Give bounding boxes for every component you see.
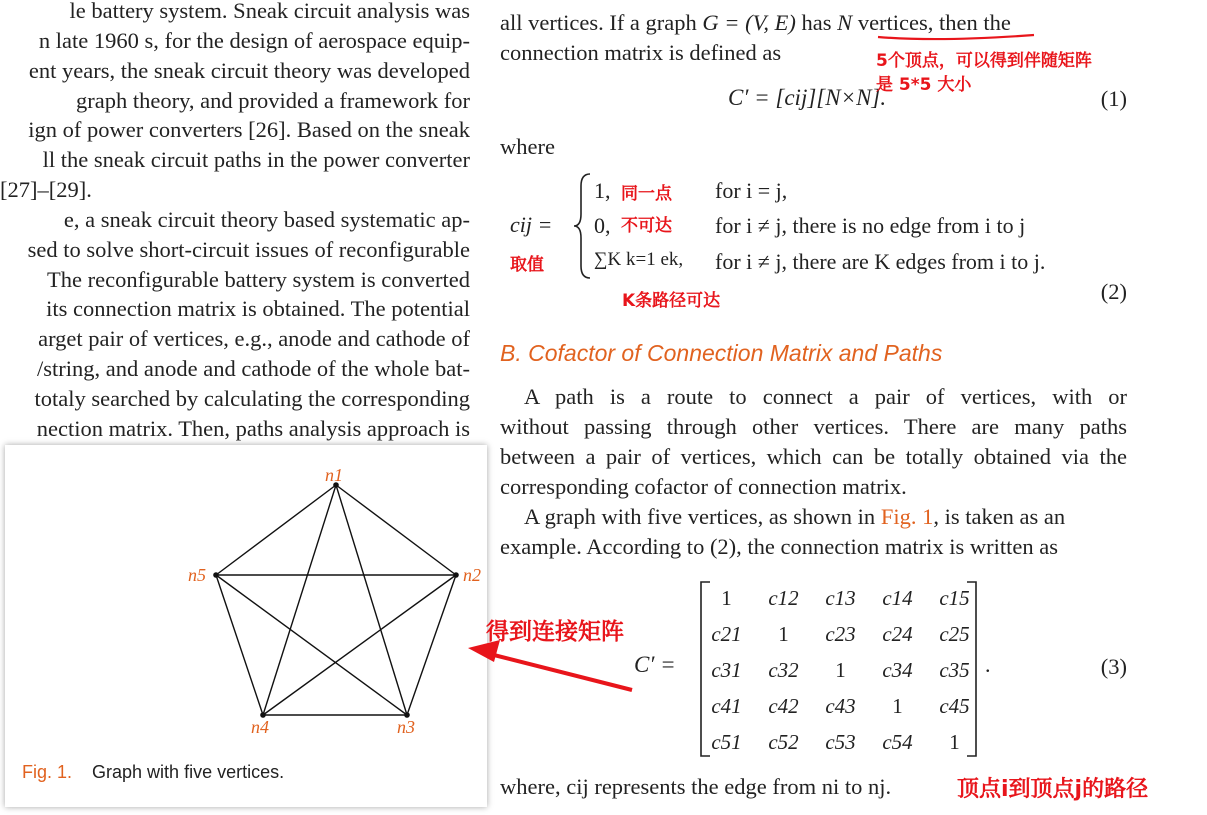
arrow-shaft [478,651,632,690]
matrix-cell: c15 [939,585,970,610]
annotation-vertices-line-2: 是 5*5 大小 [876,75,972,95]
matrix-cell: c42 [768,693,799,718]
fig1-link[interactable]: Fig. 1 [880,504,934,529]
equation-2-lhs: cij = [510,212,553,237]
matrix-cell: c31 [711,657,742,682]
annotation-vertices-line-1: 5个顶点，可以得到伴随矩阵 [876,51,1092,71]
para1-line-4: corresponding cofactor of connection matrix. [500,474,907,499]
underline-n-vertices [878,35,1034,39]
left-line-13: /string, and anode and cathode of the whole bat- [37,356,470,381]
intro-has: has [801,10,832,35]
equation-3-number: (3) [1100,654,1127,679]
matrix-cell: 1 [892,693,903,718]
left-line-11: its connection matrix is obtained. The potential [46,296,470,321]
final-line: where, cij represents the edge from ni to nj. [500,774,892,799]
matrix-cell: c54 [882,729,913,754]
matrix-cell: 1 [949,729,960,754]
left-line-9: sed to solve short-circuit issues of reconfigurable [27,237,470,262]
label-n3: n3 [397,717,415,737]
where-label: where [500,134,555,159]
equation-1-number: (1) [1100,86,1127,111]
figure-caption-text: Graph with five vertices. [92,762,285,782]
section-heading: B. Cofactor of Connection Matrix and Paths [500,340,943,366]
left-line-12: arget pair of vertices, e.g., anode and cathode of [38,326,470,351]
matrix-cell: c43 [825,693,856,718]
left-line-4: graph theory, and provided a framework for [75,88,470,113]
para1-line-3: between a pair of vertices, which can be totally obtained via the [500,444,1127,469]
case-1-value: 1, [594,178,611,203]
para2-text-a: A graph with five vertices, as shown in [524,504,876,529]
intro-text-a: all vertices. If a graph [500,10,697,35]
left-line-10: The reconfigurable battery system is converted [47,267,470,292]
label-n5: n5 [188,565,206,585]
case-2-condition: for i ≠ j, there is no edge from i to j [715,213,1026,238]
equation-3-lhs: C′ = [634,652,676,677]
label-n2: n2 [463,565,481,585]
figure-caption-number: Fig. 1. [22,762,73,782]
para2-text-b: , is taken as an [933,504,1066,529]
matrix-cell: c12 [768,585,799,610]
annotation-get-matrix: 得到连接矩阵 [486,619,624,645]
annotation-same-point: 同一点 [621,184,672,204]
matrix-cell: c35 [939,657,970,682]
annotation-path-note: 顶点i到顶点j的路径 [957,777,1149,802]
left-line-5: ign of power converters [26]. Based on the sneak [28,117,470,142]
matrix-cell: c32 [768,657,799,682]
matrix-cell: 1 [721,585,732,610]
annotation-k-paths: K条路径可达 [622,291,721,311]
annotation-value: 取值 [510,255,544,275]
left-line-1: le battery system. Sneak circuit analysis was [69,0,470,23]
case-3-value: ∑K k=1 ek, [594,249,684,270]
intro-vertices: vertices, [857,10,934,35]
matrix-cell: c21 [711,621,742,646]
label-n1: n1 [325,465,343,485]
para1-line-1: A path is a route to connect a pair of vertices, with or [524,384,1127,409]
label-n4: n4 [251,717,269,737]
matrix-cell: c52 [768,729,799,754]
left-line-6: ll the sneak circuit paths in the power converter [42,147,470,172]
intro-line-2: connection matrix is defined as [500,40,782,65]
matrix-period: . [985,652,991,677]
left-line-8: e, a sneak circuit theory based systematic ap- [63,207,470,232]
annotation-unreachable: 不可达 [621,216,672,236]
case-3-condition: for i ≠ j, there are K edges from i to j. [715,249,1046,274]
left-line-2: n late 1960 s, for the design of aerospace equip- [38,28,470,53]
matrix-cell: c14 [882,585,913,610]
case-2-value: 0, [594,213,611,238]
para1-line-2: without passing through other vertices. There are many paths [500,414,1127,439]
left-line-3: ent years, the sneak circuit theory was developed [28,58,470,83]
matrix-cell: c45 [939,693,970,718]
matrix-cell: c24 [882,621,913,646]
left-line-14: totaly searched by calculating the corresponding [34,386,470,411]
matrix-cell: 1 [835,657,846,682]
matrix-cell: c13 [825,585,856,610]
matrix-cell: c53 [825,729,856,754]
intro-then: then the [939,10,1011,35]
matrix-cell: 1 [778,621,789,646]
matrix-cell: c25 [939,621,970,646]
matrix-cell: c41 [711,693,742,718]
left-line-7: [27]–[29]. [0,177,92,202]
intro-N: N [837,10,853,35]
matrix-cell: c23 [825,621,856,646]
para2-line-2: example. According to (2), the connection matrix is written as [500,534,1058,559]
equation-1: C′ = [cij][N×N]. [728,85,887,110]
equation-2-number: (2) [1100,279,1127,304]
left-line-15: nection matrix. Then, paths analysis approach is [36,416,470,441]
matrix-cell: c51 [711,729,742,754]
matrix-cell: c34 [882,657,913,682]
graph-math: G = (V, E) [702,10,796,35]
case-1-condition: for i = j, [715,178,788,203]
